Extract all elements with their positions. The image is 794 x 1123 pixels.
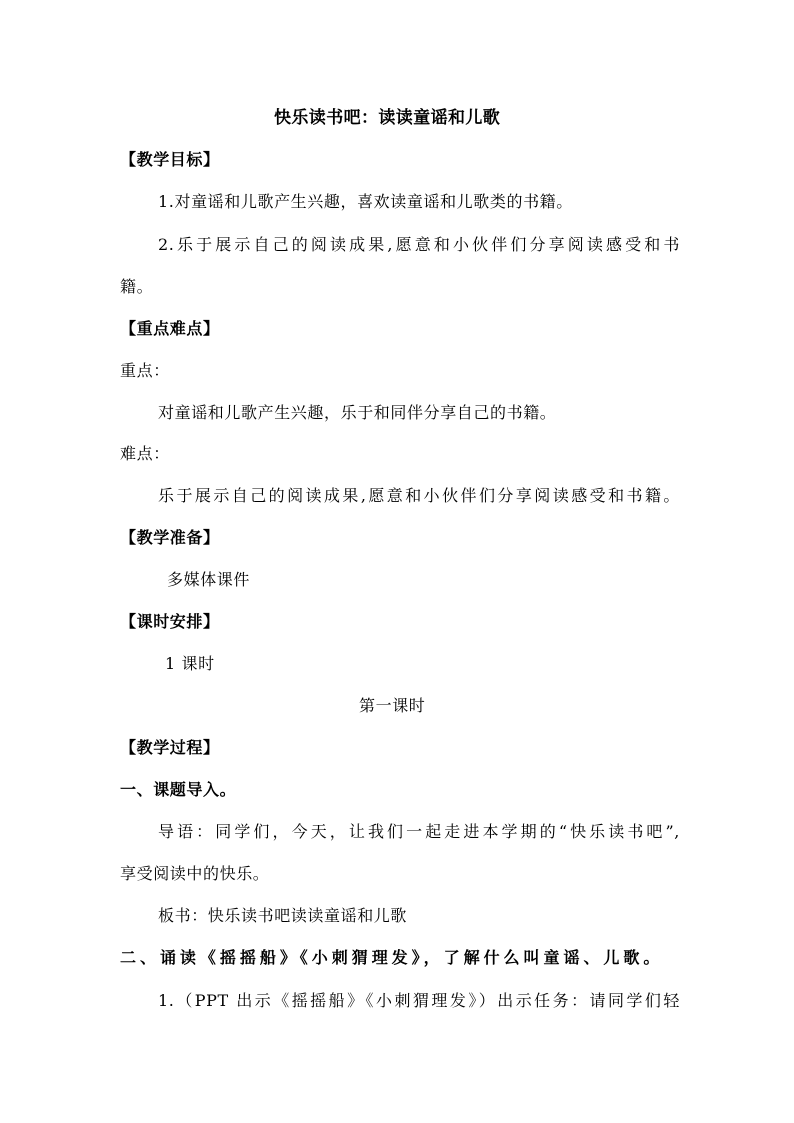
part-1-line-2: 享受阅读中的快乐。 [120, 864, 270, 883]
part-1-heading: 一、课题导入。 [120, 780, 237, 799]
schedule-text: 1 课时 [165, 654, 215, 673]
part-2-line-1: 1.（PPT 出示《摇摇船》《小刺猬理发》）出示任务：请同学们轻 [158, 991, 680, 1010]
document-title: 快乐读书吧：读读童谣和儿歌 [274, 108, 501, 128]
process-heading: 【教学过程】 [120, 738, 220, 757]
lesson-label: 第一课时 [359, 696, 426, 715]
goal-1: 1.对童谣和儿歌产生兴趣，喜欢读童谣和儿歌类的书籍。 [158, 192, 573, 211]
difficult-text: 乐于展示自己的阅读成果,愿意和小伙伴们分享阅读感受和书籍。 [158, 486, 680, 505]
difficult-label: 难点： [120, 444, 170, 463]
key-difficult-heading: 【重点难点】 [120, 319, 220, 338]
goals-heading: 【教学目标】 [120, 150, 220, 169]
part-1-line-1: 导语：同学们，今天，让我们一起走进本学期的“快乐读书吧”, [158, 822, 680, 841]
preparation-heading: 【教学准备】 [120, 528, 220, 547]
goal-2-line-2: 籍。 [120, 277, 154, 296]
schedule-heading: 【课时安排】 [120, 612, 220, 631]
part-1-board: 板书：快乐读书吧读读童谣和儿歌 [158, 906, 408, 925]
goal-2-line-1: 2.乐于展示自己的阅读成果,愿意和小伙伴们分享阅读感受和书 [158, 235, 680, 254]
key-label: 重点： [120, 361, 170, 380]
preparation-text: 多媒体课件 [167, 570, 251, 589]
part-2-heading: 二、诵读《摇摇船》《小刺猬理发》，了解什么叫童谣、儿歌。 [120, 948, 660, 967]
key-text: 对童谣和儿歌产生兴趣，乐于和同伴分享自己的书籍。 [158, 403, 557, 422]
